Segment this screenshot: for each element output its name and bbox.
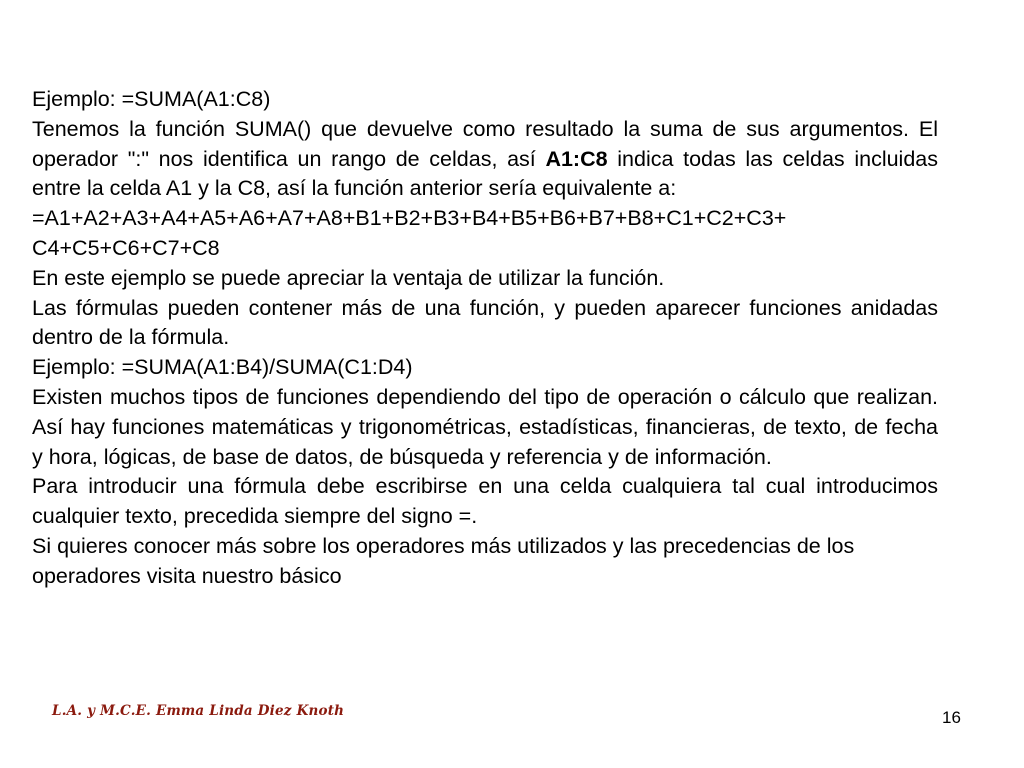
formula-expansion-line-2: C4+C5+C6+C7+C8 [32, 235, 220, 260]
paragraph-advantage: En este ejemplo se puede apreciar la ventaja de utilizar la función. [32, 265, 665, 290]
paragraph-sum-text-start: Tenemos la función SUMA() que devuelve como resultado la suma de sus argumentos. El operador ":" nos identifica un rango de celdas, así [32, 116, 938, 171]
range-bold-text: A1:C8 [545, 146, 608, 171]
paragraph-enter-formula: Para introducir una fórmula debe escribirse en una celda cualquiera tal cual introducimos cualquier texto, precedida siempre del signo =. [32, 474, 938, 529]
paragraph-nested-functions: Las fórmulas pueden contener más de una función, y pueden aparecer funciones anidadas dentro de la fórmula. [32, 295, 938, 350]
paragraph-function-types: Existen muchos tipos de funciones dependiendo del tipo de operación o cálculo que realizan. Así hay funciones matemáticas y trigonométricas, estadísticas, financieras, de texto, de fecha y hora, lógicas, de base de datos, de búsqueda y referencia y de información. [32, 384, 938, 469]
paragraph-sum-function [32, 115, 938, 204]
formula-expansion-line-1: =A1+A2+A3+A4+A5+A6+A7+A8+B1+B2+B3+B4+B5+B6+B7+B8+C1+C2+C3+ [32, 206, 787, 231]
slide-body [32, 85, 938, 592]
example-nested-sum: Ejemplo: =SUMA(A1:B4)/SUMA(C1:D4) [32, 355, 413, 380]
paragraph-sum-text-end: indica todas las celdas incluidas entre la celda A1 y la C8, así la función anterior sería equivalente a: [32, 146, 938, 201]
example-sum-range: Ejemplo: =SUMA(A1:C8) [32, 87, 271, 111]
paragraph-more-info: Si quieres conocer más sobre los operadores más utilizados y las precedencias de los operadores visita nuestro básico [32, 533, 855, 588]
footer-author: L.A. y M.C.E. Emma Linda Diez Knoth [52, 703, 345, 719]
page-number: 16 [942, 708, 961, 727]
